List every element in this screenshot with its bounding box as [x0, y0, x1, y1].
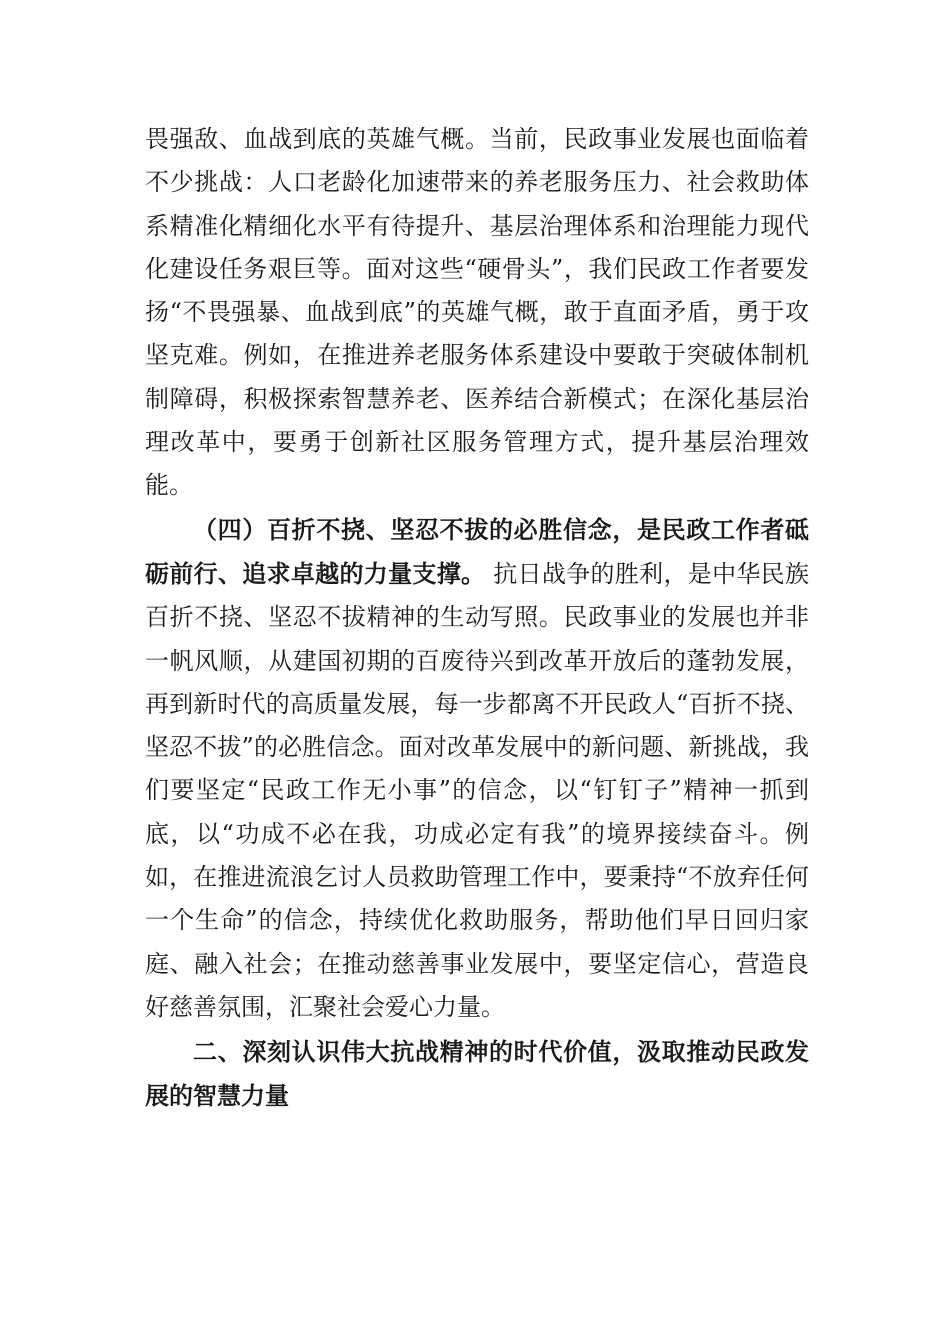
- section-four-lead: （四）百折不挠、坚忍不拔的必胜信念，是民政工作者砥砺前行、追求卓越的力量支撑。: [145, 514, 809, 588]
- paragraph-section-four: [145, 508, 809, 1030]
- paragraph-continued: 畏强敌、血战到底的英雄气概。当前，民政事业发展也面临着不少挑战：人口老龄化加速带来的养老服务压力、社会救助体系精准化精细化水平有待提升、基层治理体系和治理能力现代化建设任务艰巨等。面对这些“硬骨头”，我们民政工作者要发扬“不畏强暴、血战到底”的英雄气概，敢于直面矛盾，勇于攻坚克难。例如，在推进养老服务体系建设中要敢于突破体制机制障碍，积极探索智慧养老、医养结合新模式；在深化基层治理改革中，要勇于创新社区服务管理方式，提升基层治理效能。: [145, 125, 809, 500]
- section-four-body: 抗日战争的胜利，是中华民族百折不挠、坚忍不拔精神的生动写照。民政事业的发展也并非一帆风顺，从建国初期的百废待兴到改革开放后的蓬勃发展，再到新时代的高质量发展，每一步都离不开民政人“百折不挠、坚忍不拔”的必胜信念。面对改革发展中的新问题、新挑战，我们要坚定“民政工作无小事”的信念，以“钉钉子”精神一抓到底，以“功成不必在我，功成必定有我”的境界接续奋斗。例如，在推进流浪乞讨人员救助管理工作中，要秉持“不放弃任何一个生命”的信念，持续优化救助服务，帮助他们早日回归家庭、融入社会；在推动慈善事业发展中，要坚定信心，营造良好慈善氛围，汇聚社会爱心力量。: [145, 559, 809, 1021]
- section-heading-two: 二、深刻认识伟大抗战精神的时代价值，汲取推动民政发展的智慧力量: [145, 1038, 809, 1110]
- document-body: [145, 118, 809, 1118]
